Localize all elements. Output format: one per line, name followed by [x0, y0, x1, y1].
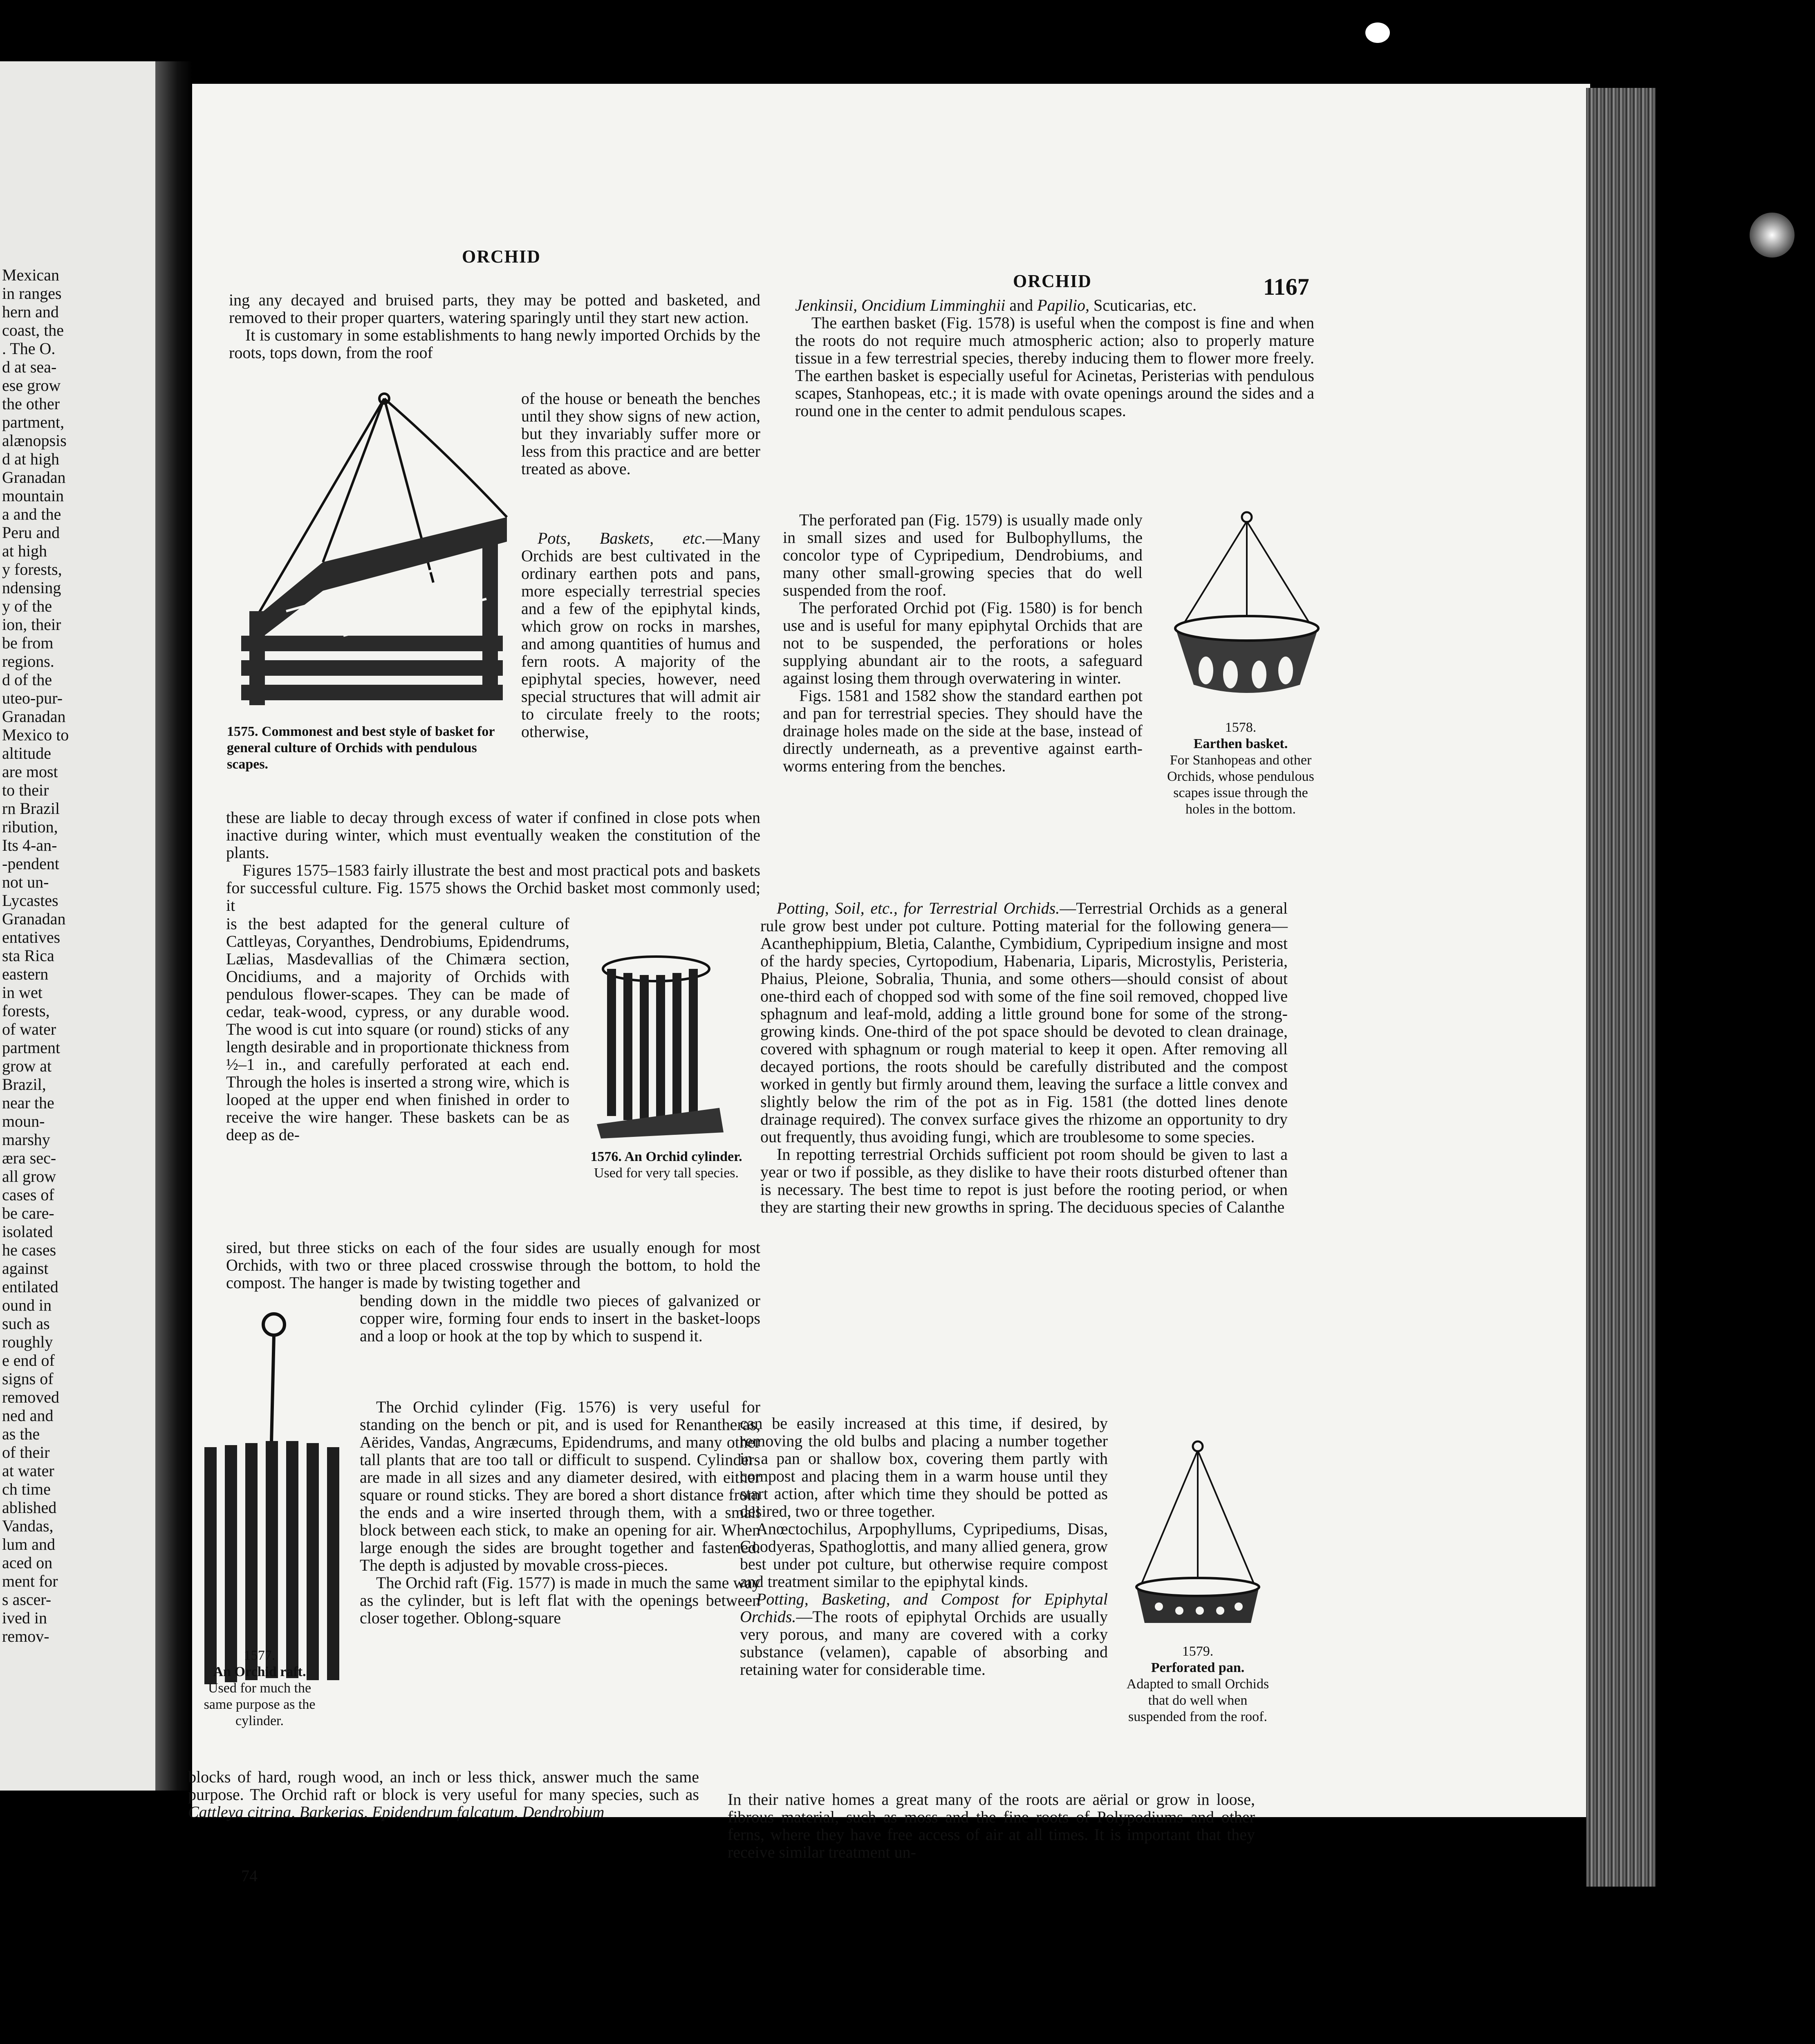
- previous-page-line: d of the: [2, 670, 52, 689]
- full-width-text: [226, 809, 760, 914]
- paragraph: ing any decayed and bruised parts, they may be potted and basketed, and removed to their proper quarters, watering sparingly until they start new action.: [229, 291, 760, 327]
- previous-page-line: Lycastes: [2, 891, 58, 910]
- previous-page-line: ived in: [2, 1609, 47, 1627]
- text: —Terrestrial Orchids as a general rule grow best under pot culture. Potting material for the following genera—Acanthephippium, Bletia, Calanthe, Cymbidium, Cypripedium insigne and most of the hardy species, Cyrtopodium, Habenaria, Liparis, Microstylis, Peristeria, Phaius, Pleione, Sobralia, Thunia, and some others—should consist of about one-third each of chopped sod with some of the fine soil removed, chopped live sphagnum and leaf-mold, adding a little ground bone for some of the strong-growing kinds. One-third of the pot space should be devoted to clean drainage, covered with sphagnum or rough material to keep it open. After removing all decayed portions, the roots should be carefully distributed and the compost worked in gently but firmly around them, leaving the surface a little convex and slightly below the rim of the pot as in Fig. 1581 (the dotted lines denote drainage required). The convex surface gives the rhizome an opportunity to dry out frequently, thus avoiding fungi, which are troublesome to some species.: [760, 899, 1288, 1146]
- caption-text: Adapted to small Orchids that do well when suspended from the roof.: [1126, 1676, 1269, 1724]
- fig-1575-orchid-basket: [233, 390, 519, 713]
- previous-page-line: near the: [2, 1094, 54, 1112]
- light-glare: [1750, 213, 1795, 258]
- previous-page-line: Its 4-an-: [2, 836, 57, 854]
- caption-text: Commonest and best style of basket for general culture of Orchids with pendulous scapes.: [227, 724, 495, 772]
- previous-page-line: Vandas,: [2, 1517, 54, 1535]
- previous-page-line: be from: [2, 634, 54, 652]
- figure-number: 1575.: [227, 724, 258, 739]
- figure-number: 1577.: [244, 1648, 276, 1663]
- section-heading: Potting, Basketing, and Compost for Epiphytal Orchids.: [740, 1590, 1108, 1626]
- text: —Many Orchids are best cultivated in the ordinary earthen pots and pans, more especially terrestrial species and a few of the epiphytal kinds, which grow on rocks in marshes, and among quantities of humus and fern roots. A majority of the epiphytal species, however, need special structures that will admit air to circulate freely to the roots; otherwise,: [521, 529, 760, 741]
- paragraph: Anœctochilus, Arpophyllums, Cypripediums, Disas, Goodyeras, Spathoglottis, and many allied genera, grow best under pot culture, but otherwise require compost and treatment similar to the epiphytal kinds.: [740, 1520, 1108, 1591]
- previous-page-line: a and the: [2, 505, 61, 523]
- running-head-left: ORCHID: [462, 247, 541, 267]
- previous-page-line: mountain: [2, 486, 64, 505]
- caption-text: For Stanhopeas and other Orchids, whose pendulous scapes issue through the holes in the bottom.: [1167, 753, 1314, 817]
- caption-title: Earthen basket.: [1193, 736, 1288, 751]
- species-names: Jenkinsii, Oncidium Limminghii: [795, 296, 1006, 314]
- previous-page-line: the other: [2, 394, 60, 413]
- previous-page-line: in wet: [2, 983, 43, 1002]
- previous-page-line: Peru and: [2, 523, 60, 542]
- previous-page-line: partment,: [2, 413, 65, 431]
- fig-1578-earthen-basket: [1169, 509, 1324, 722]
- previous-page-line: ound in: [2, 1296, 52, 1314]
- running-head-right: ORCHID: [1013, 271, 1092, 291]
- intro-text: [229, 291, 760, 361]
- wrap-text: is the best adapted for the general culture of Cattleyas, Coryanthes, Dendrobiums, Epidendrums, Lælias, Masdevallias of the Chimæra section, Oncidiums, and a majority of Orchids with pendulous flower-scapes. They can be made of cedar, teak-wood, cypress, or any durable wood. The wood is cut into square (or round) sticks of any length desirable and in proportionate thickness from ½–1 in., and carefully perforated at each end. Through the holes is inserted a strong wire, which is looped at the upper end when finished in order to receive the wire hanger. These baskets can be as deep as de-: [226, 914, 569, 1144]
- previous-page-line: partment: [2, 1038, 60, 1057]
- full-width-text: sired, but three sticks on each of the four sides are usually enough for most Orchids, with two or three placed crosswise through the bottom, to hold the compost. The hanger is made by twisting together and: [226, 1238, 760, 1292]
- caption-1577: [192, 1647, 327, 1729]
- previous-page-line: entilated: [2, 1278, 58, 1296]
- caption-1578: [1161, 719, 1320, 818]
- caption-title: Perforated pan.: [1151, 1660, 1245, 1675]
- right-column-lower-wrap: [740, 1414, 1108, 1678]
- previous-page-line: lum and: [2, 1535, 55, 1553]
- paragraph: [760, 899, 1288, 1145]
- previous-page-text: [2, 266, 69, 1645]
- paragraph: The perforated Orchid pot (Fig. 1580) is for bench use and is useful for many epiphytal Orchids that are not to be suspended, the perforations or holes supplying abundant air to the roots, a safeguard against losing them through overwatering in winter.: [783, 598, 1143, 687]
- caption-title: An Orchid raft.: [213, 1664, 306, 1679]
- previous-page-line: d at sea-: [2, 358, 57, 376]
- previous-page-line: ese grow: [2, 376, 61, 394]
- previous-page-line: regions.: [2, 652, 54, 670]
- previous-page-line: Mexico to: [2, 726, 69, 744]
- previous-page-line: marshy: [2, 1130, 50, 1149]
- caption-1576: [572, 1149, 760, 1181]
- page-number: 1167: [1263, 273, 1309, 300]
- paragraph: Figures 1575–1583 fairly illustrate the best and most practical pots and baskets for successful culture. Fig. 1575 shows the Orchid basket most commonly used; it: [226, 861, 760, 914]
- previous-page-line: s ascer-: [2, 1590, 52, 1609]
- page-edges: [1586, 88, 1656, 1887]
- dust-spot: [1365, 22, 1390, 43]
- previous-page-line: signs of: [2, 1369, 54, 1388]
- signature-number: 74: [241, 1867, 258, 1885]
- previous-page-line: as the: [2, 1425, 40, 1443]
- previous-page-line: all grow: [2, 1167, 56, 1186]
- figure-number: 1578.: [1225, 720, 1257, 735]
- previous-page-line: y forests,: [2, 560, 62, 578]
- figure-number: 1579.: [1182, 1644, 1214, 1659]
- species-names: Papilio,: [1037, 296, 1089, 314]
- previous-page-line: ion, their: [2, 615, 61, 634]
- previous-page-line: e end of: [2, 1351, 55, 1369]
- previous-page-line: coast, the: [2, 321, 64, 339]
- right-column-wrap: [783, 511, 1143, 775]
- previous-page-line: forests,: [2, 1002, 50, 1020]
- caption-text: Used for much the same purpose as the cylinder.: [204, 1681, 316, 1728]
- previous-page-line: entatives: [2, 928, 60, 946]
- previous-page-line: roughly: [2, 1333, 53, 1351]
- right-column-top: [795, 296, 1314, 419]
- paragraph: can be easily increased at this time, if desired, by removing the old bulbs and placing a number together in a pan or shallow box, covering them partly with compost and placing them in a warm house until they start action, after which time they should be potted as desired, two or three together.: [740, 1414, 1108, 1520]
- wrap-text: bending down in the middle two pieces of galvanized or copper wire, forming four ends to insert in the basket-loops and a loop or hook at the top by which to suspend it.: [360, 1291, 760, 1345]
- paragraph: The Orchid cylinder (Fig. 1576) is very useful for standing on the bench or pit, and is used for Renantheras, Aërides, Vandas, Angræcums, Epidendrums, and many other tall plants that are too tall or difficult to suspend. Cylinders are made in all sizes and any diameter desired, with either square or round sticks. They are bored a short distance from the ends and a wire inserted through them, with a small block between each stick, to make an opening for air. When large enough the sides are brought together and fastened. The depth is adjusted by movable cross-pieces.: [360, 1398, 760, 1574]
- section-heading: Potting, Soil, etc., for Terrestrial Orchids.: [777, 899, 1060, 917]
- previous-page-line: at high: [2, 542, 47, 560]
- pots-section: [521, 529, 760, 740]
- previous-page-line: Granadan: [2, 468, 66, 486]
- full-width-text: [188, 1768, 699, 1821]
- previous-page-line: -pendent: [2, 854, 59, 873]
- previous-page-line: be care-: [2, 1204, 54, 1222]
- previous-page-line: Brazil,: [2, 1075, 46, 1094]
- previous-page-line: of water: [2, 1020, 56, 1038]
- previous-page-line: grow at: [2, 1057, 52, 1075]
- previous-page-line: remov-: [2, 1627, 49, 1645]
- previous-page-line: uteo-pur-: [2, 689, 63, 707]
- previous-page-line: ablished: [2, 1498, 57, 1517]
- right-column-middle: [760, 899, 1288, 1216]
- fig-1576-orchid-cylinder: [589, 953, 732, 1141]
- previous-page-line: d at high: [2, 450, 59, 468]
- species-names: Cattleya citrina, Barkerias, Epidendrum falcatum, Dendrobium: [188, 1803, 605, 1821]
- previous-page-line: sta Rica: [2, 946, 54, 965]
- paragraph: [188, 1768, 699, 1821]
- previous-page-line: Mexican: [2, 266, 59, 284]
- caption-1579: [1124, 1643, 1271, 1725]
- previous-page-line: eastern: [2, 965, 49, 983]
- previous-page-line: æra sec-: [2, 1149, 56, 1167]
- paragraph: The perforated pan (Fig. 1579) is usually made only in small sizes and used for Bulbophyllums, the concolor type of Cypripedium, Dendrobiums, and many other small-growing species that do well suspended from the roof.: [783, 511, 1143, 599]
- text: and: [1005, 296, 1037, 314]
- paragraph: The Orchid raft (Fig. 1577) is made in much the same way as the cylinder, but is left flat with the openings between closer together. Oblong-square: [360, 1573, 760, 1627]
- paragraph: [795, 296, 1314, 314]
- paragraph: these are liable to decay through excess of water if confined in close pots when inactive during winter, which must eventually weaken the constitution of the plants.: [226, 808, 760, 862]
- paragraph: In repotting terrestrial Orchids sufficient pot room should be given to last a year or two if possible, as they dislike to have their roots disturbed oftener than is necessary. The best time to repot is just before the rooting period, or when they are starting their new growths in spring. The deciduous species of Calanthe: [760, 1145, 1288, 1216]
- previous-page-line: aced on: [2, 1553, 53, 1572]
- paragraph: It is customary in some establishments to hang newly imported Orchids by the roots, tops down, from the roof: [229, 326, 760, 362]
- text: —The roots of epiphytal Orchids are usually very porous, and many are covered with a corky substance (velamen), capable of absorbing and retaining water for considerable time.: [740, 1607, 1108, 1679]
- previous-page-line: y of the: [2, 597, 52, 615]
- paragraph: [740, 1590, 1108, 1678]
- previous-page-line: Granadan: [2, 707, 66, 726]
- previous-page-line: such as: [2, 1314, 50, 1333]
- right-column-bottom: In their native homes a great many of the roots are aërial or grow in loose, fibrous material, such as moss and the fine roots of Polypodiums and other ferns, where they have free access of air at all times. It is important that they receive similar treatment un-: [728, 1790, 1255, 1861]
- text: blocks of hard, rough wood, an inch or less thick, answer much the same purpose. The Orchid raft or block is very useful for many species, such as: [188, 1768, 699, 1804]
- caption-title: 1576. An Orchid cylinder.: [590, 1149, 742, 1164]
- previous-page-line: to their: [2, 781, 49, 799]
- paragraph: [521, 529, 760, 740]
- paragraph: The earthen basket (Fig. 1578) is useful when the compost is fine and when the roots do not require much atmospheric action; also to properly mature tissue in a few terrestrial species, thereby inducing them to flower more freely. The earthen basket is especially useful for Acinetas, Peristerias with pendulous scapes, Stanhopeas, etc.; it is made with ovate openings around the sides and a round one in the center to admit pendulous scapes.: [795, 314, 1314, 420]
- previous-page-line: not un-: [2, 873, 49, 891]
- fig-1579-perforated-pan: [1128, 1439, 1267, 1631]
- previous-page-line: ned and: [2, 1406, 54, 1425]
- paragraph: Figs. 1581 and 1582 show the standard earthen pot and pan for terrestrial species. They should have the drainage holes made on the side at the base, instead of directly underneath, as a preventive against earth-worms entering from the benches.: [783, 686, 1143, 775]
- caption-text: Used for very tall species.: [594, 1165, 739, 1181]
- caption-1575: [227, 724, 497, 773]
- previous-page-line: ment for: [2, 1572, 58, 1590]
- previous-page-line: in ranges: [2, 284, 62, 303]
- previous-page-line: of their: [2, 1443, 50, 1461]
- previous-page-line: removed: [2, 1388, 59, 1406]
- previous-page-line: ndensing: [2, 578, 61, 597]
- previous-page-line: against: [2, 1259, 49, 1278]
- cylinder-paragraph: [360, 1398, 760, 1627]
- fig-1577-orchid-raft: [200, 1308, 347, 1692]
- previous-page-line: are most: [2, 762, 58, 781]
- previous-page-line: Granadan: [2, 910, 66, 928]
- previous-page-line: isolated: [2, 1222, 53, 1241]
- previous-page-line: rn Brazil: [2, 799, 60, 818]
- wrap-text: of the house or beneath the benches until they show signs of new action, but they invariably suffer more or less from this practice and are better treated as above.: [521, 389, 760, 478]
- previous-page-line: altitude: [2, 744, 51, 762]
- section-heading: Pots, Baskets, etc.: [538, 529, 706, 547]
- text: Scuticarias, etc.: [1089, 296, 1197, 314]
- previous-page-line: at water: [2, 1461, 54, 1480]
- previous-page-line: cases of: [2, 1186, 54, 1204]
- previous-page-line: he cases: [2, 1241, 56, 1259]
- previous-page-line: . The O.: [2, 339, 56, 358]
- book-gutter: [155, 61, 192, 1791]
- previous-page-line: alænopsis: [2, 431, 67, 450]
- previous-page-line: ch time: [2, 1480, 51, 1498]
- previous-page-line: ribution,: [2, 818, 58, 836]
- previous-page-line: moun-: [2, 1112, 45, 1130]
- previous-page-line: hern and: [2, 303, 59, 321]
